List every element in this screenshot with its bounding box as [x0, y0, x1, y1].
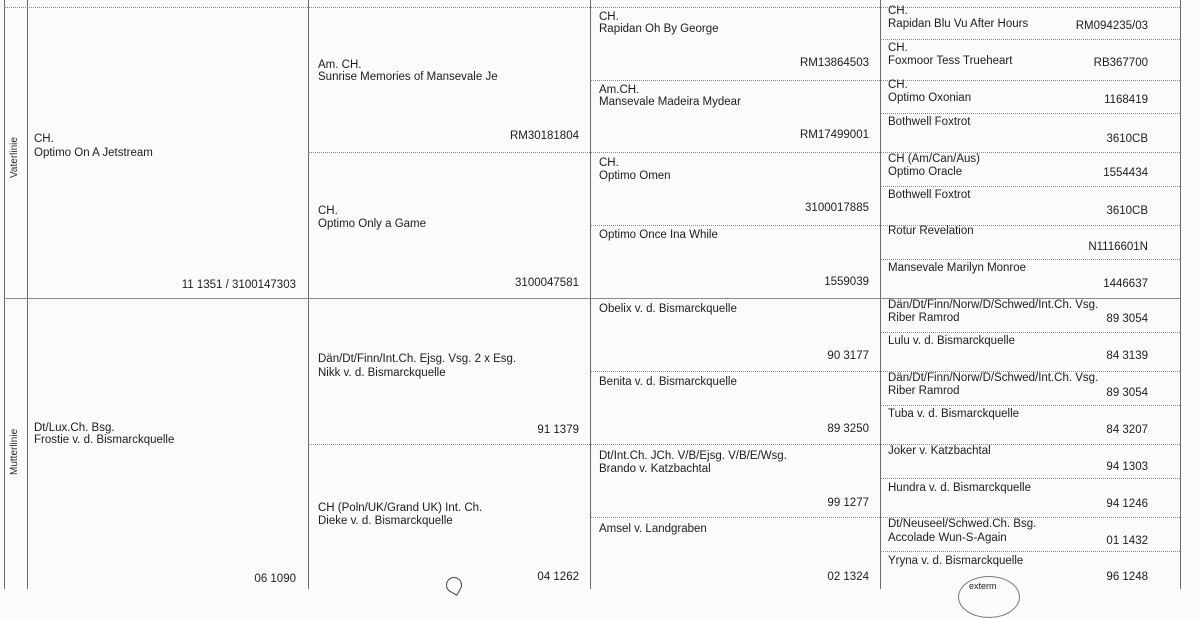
dog-title: CH.	[888, 5, 908, 17]
column-divider	[1180, 0, 1181, 589]
dog-name: Accolade Wun-S-Again	[888, 532, 1007, 544]
dog-name: Hundra v. d. Bismarckquelle	[888, 482, 1031, 494]
registration-number: 90 3177	[827, 350, 869, 362]
dog-name: Rapidan Oh By George	[599, 23, 719, 35]
row-divider	[590, 225, 1180, 226]
row-divider	[880, 186, 1180, 187]
registration-number: 89 3054	[1106, 387, 1148, 399]
dog-name: Mansevale Marilyn Monroe	[888, 262, 1027, 274]
registration-number: RM13864503	[799, 57, 869, 69]
dam-line-label: Mutterlinie	[9, 428, 20, 475]
column-divider	[880, 0, 881, 589]
stamp-text: exterm	[969, 581, 997, 591]
dog-name: Foxmoor Tess Trueheart	[888, 55, 1013, 67]
dog-title: CH.	[888, 42, 908, 54]
row-divider	[590, 517, 1180, 518]
dog-name: Riber Ramrod	[888, 312, 960, 324]
stamp-seal	[958, 576, 1020, 618]
column-divider	[4, 0, 5, 589]
row-divider	[880, 551, 1180, 552]
column-divider	[308, 0, 309, 589]
dog-title: Am.CH.	[599, 84, 640, 96]
registration-number: RM094235/03	[1075, 20, 1148, 32]
row-divider	[590, 80, 1180, 81]
registration-number: 04 1262	[537, 571, 579, 583]
registration-number: 84 3207	[1106, 424, 1148, 436]
registration-number: 89 3054	[1106, 313, 1148, 325]
registration-number: 99 1277	[827, 497, 869, 509]
dog-title: Am. CH.	[318, 59, 362, 71]
dog-title: Dt/Int.Ch. JCh. V/B/Ejsg. V/B/E/Wsg.	[599, 450, 787, 462]
registration-number: 3610CB	[1106, 133, 1148, 145]
dog-name: Mansevale Madeira Mydear	[599, 96, 741, 108]
dog-title: Dän/Dt/Finn/Norw/D/Schwed/Int.Ch. Vsg.	[888, 372, 1099, 384]
registration-number: 84 3139	[1106, 350, 1148, 362]
dog-title: CH.	[599, 157, 619, 169]
registration-number: 3610CB	[1106, 205, 1148, 217]
dog-name: Dieke v. d. Bismarckquelle	[318, 515, 453, 527]
dog-name: Lulu v. d. Bismarckquelle	[888, 335, 1015, 347]
row-divider	[880, 259, 1180, 260]
dog-title: Dt/Lux.Ch. Bsg.	[34, 422, 115, 434]
registration-number: 1168419	[1104, 94, 1148, 106]
scan-mark	[443, 574, 465, 596]
dog-name: Optimo Once Ina While	[599, 229, 718, 241]
dog-name: Optimo Only a Game	[318, 218, 427, 230]
registration-number: RM17499001	[799, 129, 869, 141]
registration-number: 01 1432	[1106, 535, 1148, 547]
registration-number: 96 1248	[1106, 571, 1148, 583]
dog-title: CH.	[318, 205, 338, 217]
dog-name: Yryna v. d. Bismarckquelle	[888, 555, 1024, 567]
dog-name: Brando v. Katzbachtal	[599, 463, 711, 475]
dog-title: Dän/Dt/Finn/Norw/D/Schwed/Int.Ch. Vsg.	[888, 299, 1099, 311]
registration-number: RM30181804	[509, 130, 579, 142]
registration-number: 3100017885	[805, 202, 869, 214]
registration-number: 94 1303	[1106, 461, 1148, 473]
dog-name: Amsel v. Landgraben	[599, 523, 707, 535]
dog-name: Nikk v. d. Bismarckquelle	[318, 367, 446, 379]
dog-name: Bothwell Foxtrot	[888, 116, 971, 128]
dog-name: Optimo Oxonian	[888, 92, 972, 104]
dog-title: CH.	[34, 133, 54, 145]
row-divider	[4, 7, 1180, 8]
row-divider	[880, 478, 1180, 479]
dog-title: CH.	[599, 11, 619, 23]
registration-number: 91 1379	[537, 424, 579, 436]
dog-name: Optimo Omen	[599, 170, 671, 182]
dog-name: Rotur Revelation	[888, 225, 974, 237]
column-divider	[27, 0, 28, 589]
dog-title: CH (Poln/UK/Grand UK) Int. Ch.	[318, 502, 483, 514]
registration-number: 1554434	[1103, 167, 1148, 179]
registration-number: 06 1090	[254, 573, 296, 585]
registration-number: 02 1324	[827, 571, 869, 583]
registration-number: 94 1246	[1106, 498, 1148, 510]
sire-line-label: Vaterlinie	[9, 137, 20, 178]
registration-number: 11 1351 / 3100147303	[181, 279, 296, 291]
dog-name: Bothwell Foxtrot	[888, 189, 971, 201]
registration-number: 3100047581	[515, 277, 579, 289]
dog-name: Frostie v. d. Bismarckquelle	[34, 434, 175, 446]
row-divider	[880, 113, 1180, 114]
registration-number: RB367700	[1093, 57, 1148, 69]
column-divider	[590, 0, 591, 589]
row-divider	[880, 405, 1180, 406]
dog-name: Riber Ramrod	[888, 385, 960, 397]
dog-name: Sunrise Memories of Mansevale Je	[318, 71, 498, 83]
dog-name: Tuba v. d. Bismarckquelle	[888, 408, 1020, 420]
registration-number: 1446637	[1103, 278, 1148, 290]
registration-number: N1116601N	[1088, 241, 1148, 253]
dog-title: CH (Am/Can/Aus)	[888, 153, 981, 165]
row-divider	[308, 152, 1180, 153]
dog-name: Benita v. d. Bismarckquelle	[599, 376, 737, 388]
row-divider	[880, 39, 1180, 40]
dog-title: CH.	[888, 79, 908, 91]
registration-number: 1559039	[824, 276, 869, 288]
row-divider	[880, 332, 1180, 333]
dog-name: Obelix v. d. Bismarckquelle	[599, 303, 737, 315]
dog-title: Dt/Neuseel/Schwed.Ch. Bsg.	[888, 518, 1037, 530]
registration-number: 89 3250	[827, 423, 869, 435]
row-divider	[308, 444, 1180, 445]
dog-name: Optimo On A Jetstream	[34, 147, 153, 159]
dog-name: Rapidan Blu Vu After Hours	[888, 18, 1029, 30]
dog-name: Joker v. Katzbachtal	[888, 445, 991, 457]
dog-name: Optimo Oracle	[888, 166, 963, 178]
dog-title: Dän/Dt/Finn/Int.Ch. Ejsg. Vsg. 2 x Esg.	[318, 353, 517, 365]
